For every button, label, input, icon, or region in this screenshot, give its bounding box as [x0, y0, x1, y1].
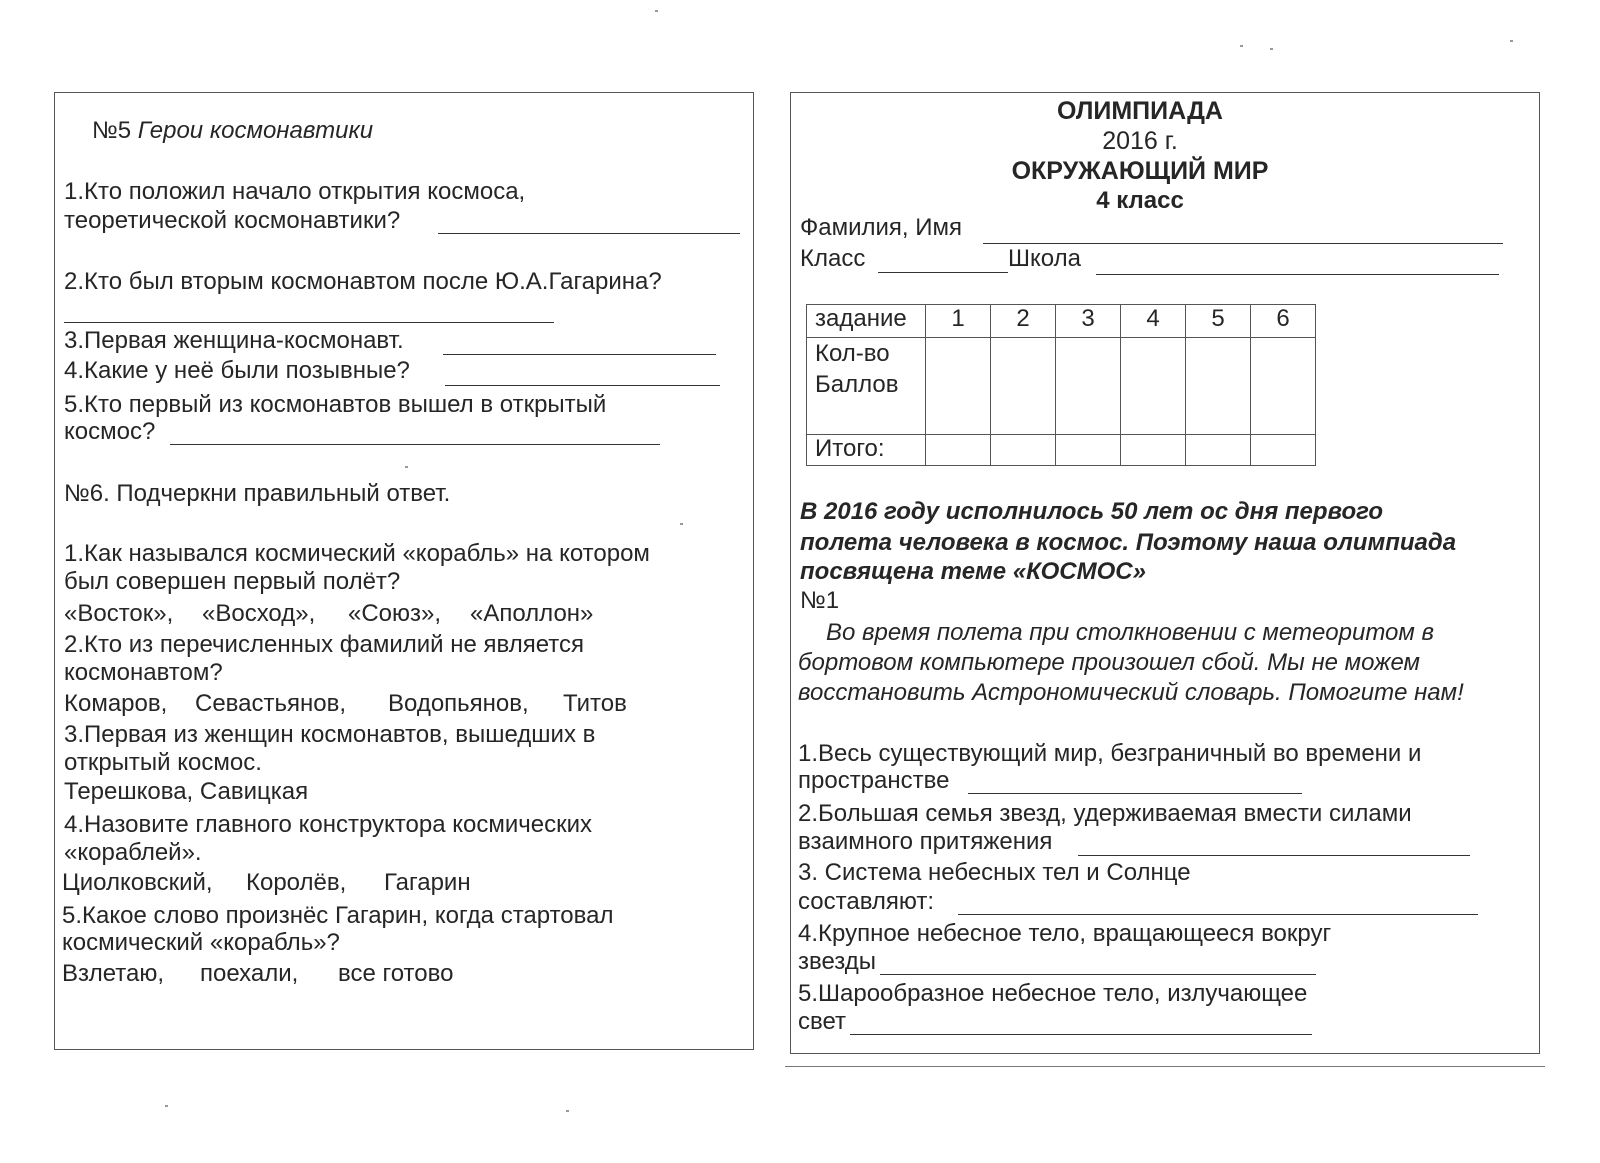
score-table: [806, 304, 1316, 466]
task5-name: Герои космонавтики: [137, 117, 374, 144]
q1-2-line2: взаимного притяжения: [798, 828, 1053, 855]
task-number-cell: 4: [1121, 305, 1186, 338]
table-row: [807, 338, 1316, 435]
scan-speck: [405, 466, 408, 468]
q5-5-line2: космос?: [64, 418, 156, 445]
task1-text-line2: бортовом компьютере произошел сбой. Мы не можем: [798, 649, 1420, 676]
total-cell[interactable]: [926, 435, 991, 466]
scan-speck: [1270, 48, 1273, 50]
q6-4-option[interactable]: Королёв,: [246, 869, 347, 896]
q5-4-answer-line[interactable]: [445, 385, 720, 386]
q6-4-line1: 4.Назовите главного конструктора космических: [64, 811, 592, 838]
q1-3-line1: 3. Система небесных тел и Солнце: [798, 859, 1191, 886]
q6-3-options[interactable]: Терешкова, Савицкая: [64, 778, 309, 805]
q6-4-line2: «кораблей».: [64, 839, 202, 866]
scan-speck: [566, 1110, 569, 1112]
q6-5-line1: 5.Какое слово произнёс Гагарин, когда стартовал: [62, 902, 614, 929]
points-cell[interactable]: [1121, 338, 1186, 435]
q1-3-line2: составляют:: [798, 888, 935, 915]
total-cell[interactable]: [1186, 435, 1251, 466]
q6-1-option[interactable]: «Восток»,: [64, 600, 174, 627]
name-label: Фамилия, Имя: [800, 214, 962, 241]
q5-5-line1: 5.Кто первый из космонавтов вышел в открытый: [64, 391, 607, 418]
scan-speck: [1510, 40, 1513, 42]
q6-3-line1: 3.Первая из женщин космонавтов, вышедших в: [64, 721, 596, 748]
school-field[interactable]: [1096, 274, 1499, 275]
q6-1-option[interactable]: «Аполлон»: [470, 600, 594, 627]
q6-5-option[interactable]: поехали,: [200, 960, 299, 987]
q1-3-answer-line[interactable]: [958, 914, 1478, 915]
q1-4-line2: звезды: [798, 948, 877, 975]
q6-1-option[interactable]: «Союз»,: [348, 600, 442, 627]
q1-2-answer-line[interactable]: [1078, 855, 1470, 856]
q5-4: 4.Какие у неё были позывные?: [64, 357, 410, 384]
total-cell[interactable]: [1121, 435, 1186, 466]
task5-number: №5: [92, 117, 132, 144]
task5-title: [92, 117, 373, 145]
school-label: Школа: [1008, 245, 1081, 272]
header-grade: 4 класс: [1096, 187, 1184, 214]
q1-4-answer-line[interactable]: [880, 974, 1316, 975]
q6-5-option[interactable]: Взлетаю,: [62, 960, 165, 987]
header-subject: ОКРУЖАЮЩИЙ МИР: [1011, 157, 1269, 185]
task-number-cell: 1: [926, 305, 991, 338]
table-row: [807, 305, 1316, 338]
q6-4-option[interactable]: Гагарин: [384, 869, 471, 896]
q6-2-line2: космонавтом?: [64, 659, 223, 686]
q5-3-answer-line[interactable]: [443, 354, 716, 355]
class-label: Класс: [800, 245, 866, 272]
q5-1-line2: теоретической космонавтики?: [64, 207, 401, 234]
name-field[interactable]: [983, 243, 1503, 244]
points-label-line1: Кол-во: [815, 340, 890, 367]
q6-4-option[interactable]: Циолковский,: [62, 869, 213, 896]
q6-2-option[interactable]: Титов: [563, 690, 627, 717]
scan-speck: [680, 523, 683, 525]
total-cell[interactable]: [1251, 435, 1316, 466]
task-number-cell: 5: [1186, 305, 1251, 338]
scan-speck: [165, 1105, 168, 1107]
q5-2-answer-line[interactable]: [64, 322, 554, 323]
scan-speck: [655, 10, 658, 12]
task-header-cell: задание: [807, 305, 926, 338]
points-cell[interactable]: [1251, 338, 1316, 435]
task-number-cell: 3: [1056, 305, 1121, 338]
q1-5-answer-line[interactable]: [850, 1034, 1312, 1035]
task-number-cell: 6: [1251, 305, 1316, 338]
header-year: 2016 г.: [1102, 127, 1178, 155]
q1-1-line2: пространстве: [798, 767, 950, 794]
q1-5-line1: 5.Шарообразное небесное тело, излучающее: [798, 980, 1308, 1007]
task6-title: №6. Подчеркни правильный ответ.: [64, 480, 451, 507]
q1-5-line2: свет: [798, 1008, 847, 1035]
points-cell[interactable]: [991, 338, 1056, 435]
intro-line3: посвящена теме «КОСМОС»: [800, 558, 1146, 585]
scan-edge-line: [785, 1066, 1545, 1067]
task1-text-line3: восстановить Астрономический словарь. Помогите нам!: [798, 679, 1464, 706]
total-cell[interactable]: [991, 435, 1056, 466]
q6-2-option[interactable]: Севастьянов,: [195, 690, 347, 717]
task1-text-line1: Во время полета при столкновении с метеоритом в: [826, 619, 1435, 646]
points-cell[interactable]: [926, 338, 991, 435]
total-cell[interactable]: [1056, 435, 1121, 466]
q6-5-line2: космический «корабль»?: [62, 929, 340, 956]
q5-1-line1: 1.Кто положил начало открытия космоса,: [64, 178, 526, 205]
intro-line1: В 2016 году исполнилось 50 лет ос дня первого: [800, 498, 1383, 525]
points-label-cell: [807, 338, 926, 435]
table-row: [807, 435, 1316, 466]
q6-1-line1: 1.Как назывался космический «корабль» на котором: [64, 540, 650, 567]
class-field[interactable]: [878, 272, 1008, 273]
total-label-cell: Итого:: [807, 435, 926, 466]
scan-speck: [1240, 45, 1243, 47]
q6-3-line2: открытый космос.: [64, 749, 262, 776]
q5-1-answer-line[interactable]: [438, 233, 740, 234]
task1-number: №1: [800, 587, 840, 614]
task-number-cell: 2: [991, 305, 1056, 338]
q6-1-line2: был совершен первый полёт?: [64, 568, 401, 595]
q1-1-line1: 1.Весь существующий мир, безграничный во времени и: [798, 740, 1422, 767]
q1-2-line1: 2.Большая семья звезд, удерживаемая вмести силами: [798, 800, 1412, 827]
q1-1-answer-line[interactable]: [968, 793, 1302, 794]
intro-line2: полета человека в космос. Поэтому наша олимпиада: [800, 529, 1457, 556]
q5-2: 2.Кто был вторым космонавтом после Ю.А.Гагарина?: [64, 268, 662, 295]
points-cell[interactable]: [1186, 338, 1251, 435]
q6-5-option[interactable]: все готово: [338, 960, 454, 987]
q5-3: 3.Первая женщина-космонавт.: [64, 327, 404, 354]
q6-2-option[interactable]: Комаров,: [64, 690, 168, 717]
q6-1-option[interactable]: «Восход»,: [202, 600, 316, 627]
points-cell[interactable]: [1056, 338, 1121, 435]
header-olympiad: ОЛИМПИАДА: [1057, 97, 1223, 125]
q5-5-answer-line[interactable]: [170, 444, 660, 445]
q1-4-line1: 4.Крупное небесное тело, вращающееся вокруг: [798, 920, 1332, 947]
points-label-line2: Баллов: [815, 371, 899, 398]
q6-2-option[interactable]: Водопьянов,: [388, 690, 529, 717]
q6-2-line1: 2.Кто из перечисленных фамилий не является: [64, 631, 584, 658]
